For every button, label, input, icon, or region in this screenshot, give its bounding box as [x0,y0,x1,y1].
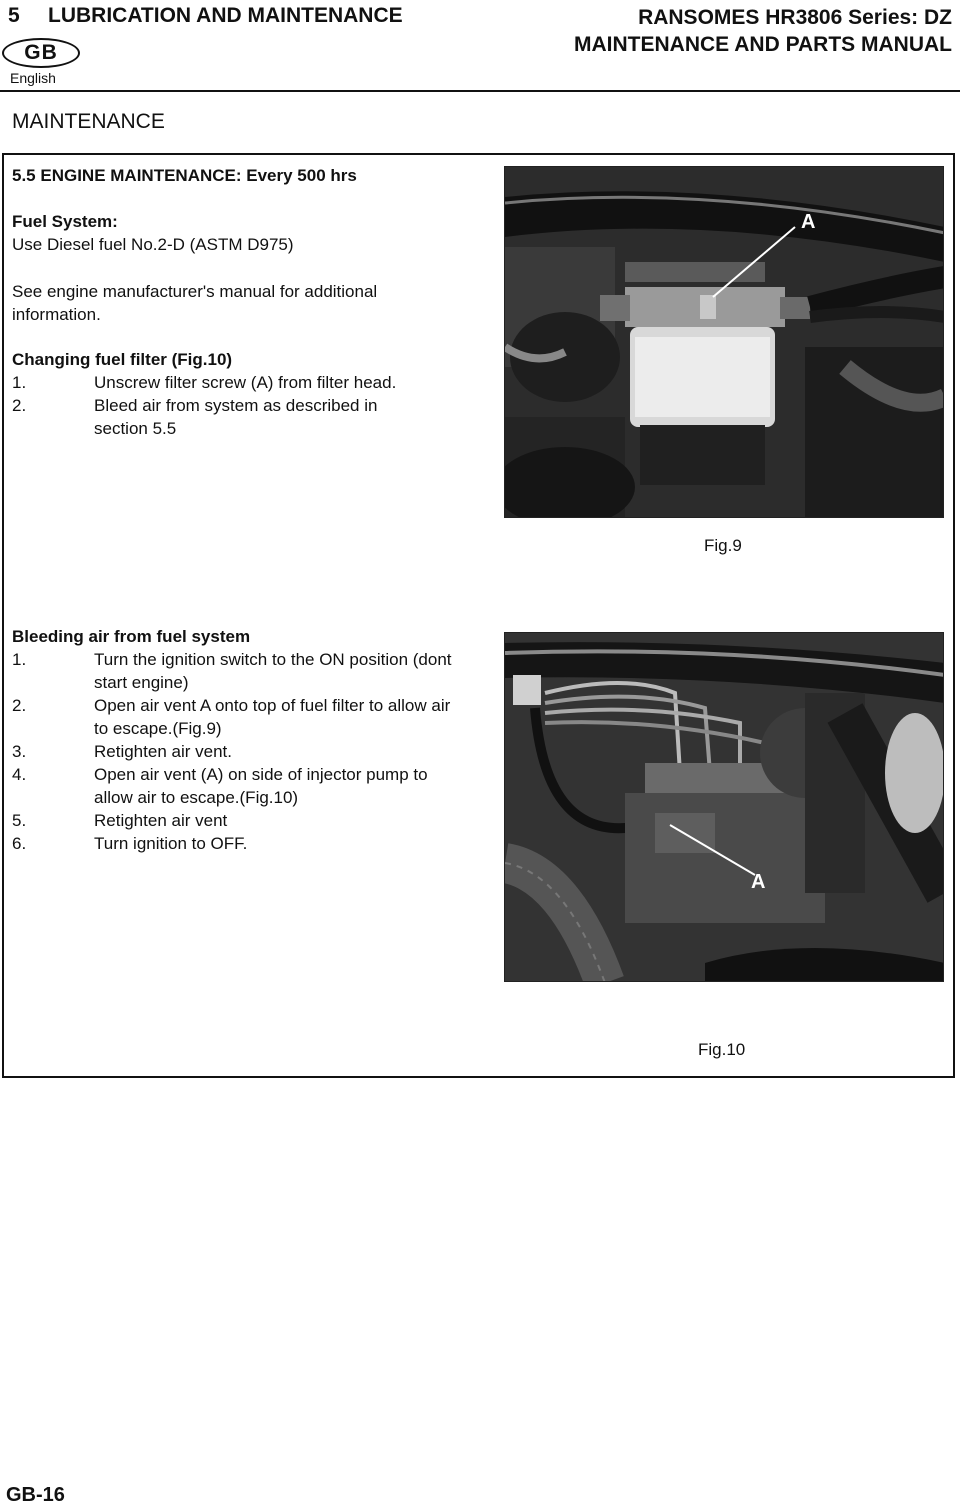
fuel-filter-illustration [505,167,944,518]
list-item: 1. Turn the ignition switch to the ON position (dont start engine) [12,650,452,692]
list-item: 3. Retighten air vent. [12,742,232,761]
manufacturer-note-line2: information. [12,305,101,324]
chapter-number: 5 [8,4,20,27]
fuel-type: Use Diesel fuel No.2-D (ASTM D975) [12,235,294,254]
language-badge [2,38,80,68]
injector-pump-illustration [505,633,944,982]
page-number: GB-16 [6,1484,65,1506]
section-title: MAINTENANCE [12,110,165,133]
fig10-caption: Fig.10 [698,1040,746,1059]
section-heading: 5.5 ENGINE MAINTENANCE: Every 500 hrs [12,166,357,185]
chapter-heading [8,4,403,28]
header-divider [0,90,960,92]
fig10-photo [504,632,944,982]
manufacturer-note-line1: See engine manufacturer's manual for additional [12,282,378,301]
language-badge-text: GB [24,41,58,64]
fig9-photo [504,166,944,518]
manufacturer-note [12,280,377,326]
bleeding-heading: Bleeding air from fuel system [12,627,251,646]
fig9-marker-label: A [801,211,816,233]
changing-filter-heading: Changing fuel filter (Fig.10) [12,350,233,369]
changing-filter-steps [12,371,432,440]
fuel-system-label: Fuel System: [12,212,118,231]
fuel-system-block [12,210,294,256]
manual-title-line1: RANSOMES HR3806 Series: DZ [638,6,952,29]
language-label: English [10,70,56,86]
fig10-marker-label: A [751,871,766,893]
list-item: 2. Bleed air from system as described in section 5.5 [12,396,378,438]
list-item: 6. Turn ignition to OFF. [12,834,248,853]
manual-title-line2: MAINTENANCE AND PARTS MANUAL [574,33,952,56]
list-item: 5. Retighten air vent [12,811,228,830]
list-item: 4. Open air vent (A) on side of injector pump to allow air to escape.(Fig.10) [12,765,428,807]
chapter-title: LUBRICATION AND MAINTENANCE [48,4,403,27]
bleeding-steps [12,648,460,855]
bleeding-block [12,625,460,855]
list-item: 2. Open air vent A onto top of fuel filter to allow air to escape.(Fig.9) [12,696,451,738]
list-item: 1. Unscrew filter screw (A) from filter head. [12,373,397,392]
changing-filter-block [12,348,432,440]
fig9-caption: Fig.9 [704,536,742,555]
manual-title [574,4,952,58]
